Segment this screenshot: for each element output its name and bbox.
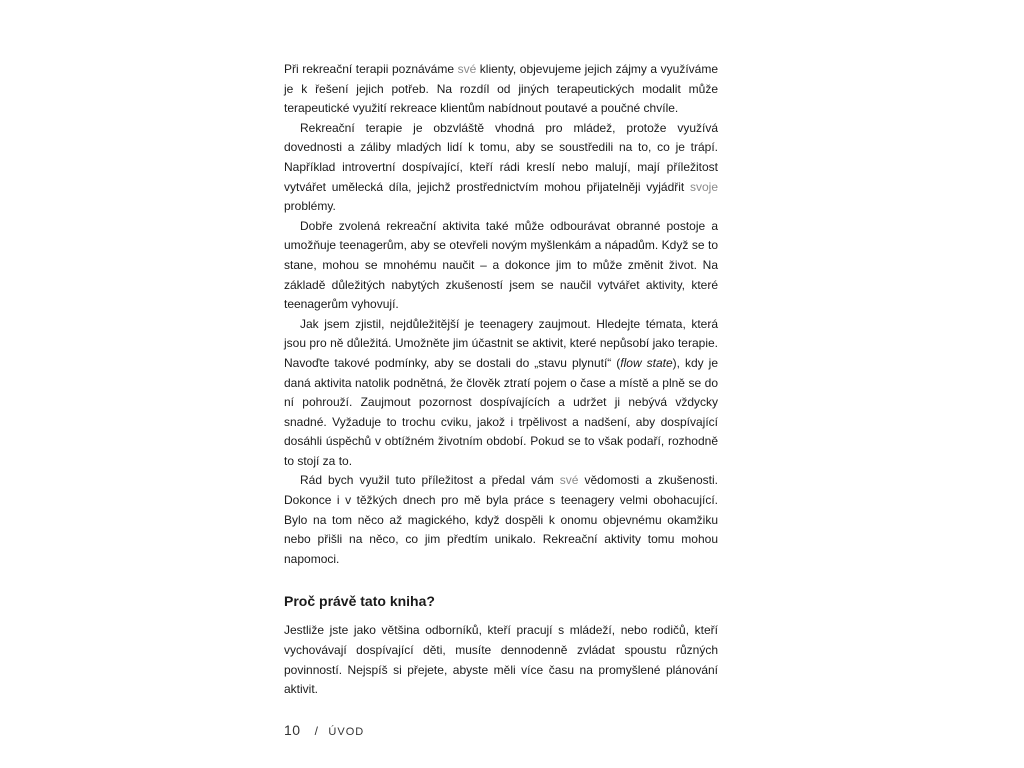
- paragraph-5: [284, 471, 718, 569]
- section-heading: Proč právě tato kniha?: [284, 593, 435, 610]
- paragraph-2-text-a: Rekreační terapie je obzvláště vhodná pro mládež, protože využívá dovednosti a záliby mladých lidí k tomu, aby se soustředili na to, co je trápí. Například introvertní dospívající, kteří rádi kreslí nebo malují, mají příležitost vytvářet umělecká díla, jejichž prostřednictvím mohou přijatelněji vyjádřit: [284, 120, 718, 194]
- page-footer: [284, 722, 364, 738]
- text-column: [284, 60, 718, 700]
- section-name: ÚVOD: [328, 726, 365, 738]
- paragraph-4-italic: flow state: [620, 355, 673, 370]
- paragraph-1-text-b: klienty, objevujeme jejich zájmy a využíváme je k řešení jejich potřeb. Na rozdíl od jiných terapeutických modalit může terapeutické využití rekreace klientům nabídnout poutavé a poučné chvíle.: [284, 62, 718, 116]
- paragraph-2: [284, 119, 718, 217]
- footer-separator: /: [314, 724, 319, 738]
- paragraph-3: [284, 217, 718, 315]
- paragraph-2-text-b: problémy.: [284, 199, 336, 214]
- paragraph-3-text: Dobře zvolená rekreační aktivita také může odbourávat obranné postoje a umožňuje teenagerům, aby se otevřeli novým myšlenkám a nápadům. Když se to stane, mohou se mnohému naučit – a dokonce jim to může změnit život. Na základě důležitých nabytých zkušeností jsem se naučil vytvářet aktivity, které teenagerům vyhovují.: [284, 218, 718, 312]
- paragraph-4: [284, 315, 718, 472]
- paragraph-5-grey-word: své: [559, 473, 579, 488]
- paragraph-5-text-a: Rád bych využil tuto příležitost a předal vám: [300, 473, 560, 488]
- page-number: 10: [284, 722, 301, 738]
- paragraph-4-text-a: Jak jsem zjistil, nejdůležitější je teenagery zaujmout. Hledejte témata, která jsou pro ně důležitá. Umožněte jim účastnit se aktivit, které nepůsobí jako terapie. Navoďte takové podmínky, aby se dostali do „stavu plynutí“ (: [284, 316, 718, 370]
- paragraph-2-grey-word: svoje: [689, 179, 718, 194]
- paragraph-1-text-a: Při rekreační terapii poznáváme: [284, 62, 458, 76]
- paragraph-4-text-b: ), kdy je daná aktivita natolik podnětná, že člověk ztratí pojem o čase a místě a plně se do ní pohrouží. Zaujmout pozornost dospívajících a udržet ji nebývá vždycky snadné. Vyžaduje to trochu cviku, jakož i trpělivost a nadšení, aby dospívající dosáhli úspěchů v obtížném životním období. Pokud se to však podaří, rozhodně to stojí za to.: [284, 355, 718, 468]
- paragraph-after-heading: Jestliže jste jako většina odborníků, kteří pracují s mládeží, nebo rodičů, kteří vychovávají dospívající děti, musíte dennodenně zvládat spoustu různých povinností. Nejspíš si přejete, abyste měli více času na promyšlené plánování aktivit.: [284, 623, 718, 697]
- paragraph-1-grey-word: své: [457, 62, 477, 76]
- paragraph-1: [284, 60, 718, 119]
- paragraph-5-text-b: vědomosti a zkušenosti. Dokonce i v těžkých dnech pro mě byla práce s teenagery velmi obohacující. Bylo na tom něco až magického, když dospěli k onomu objevnému okamžiku nebo přišli na něco, co jim předtím unikalo. Rekreační aktivity tomu mohou napomoci.: [284, 473, 718, 566]
